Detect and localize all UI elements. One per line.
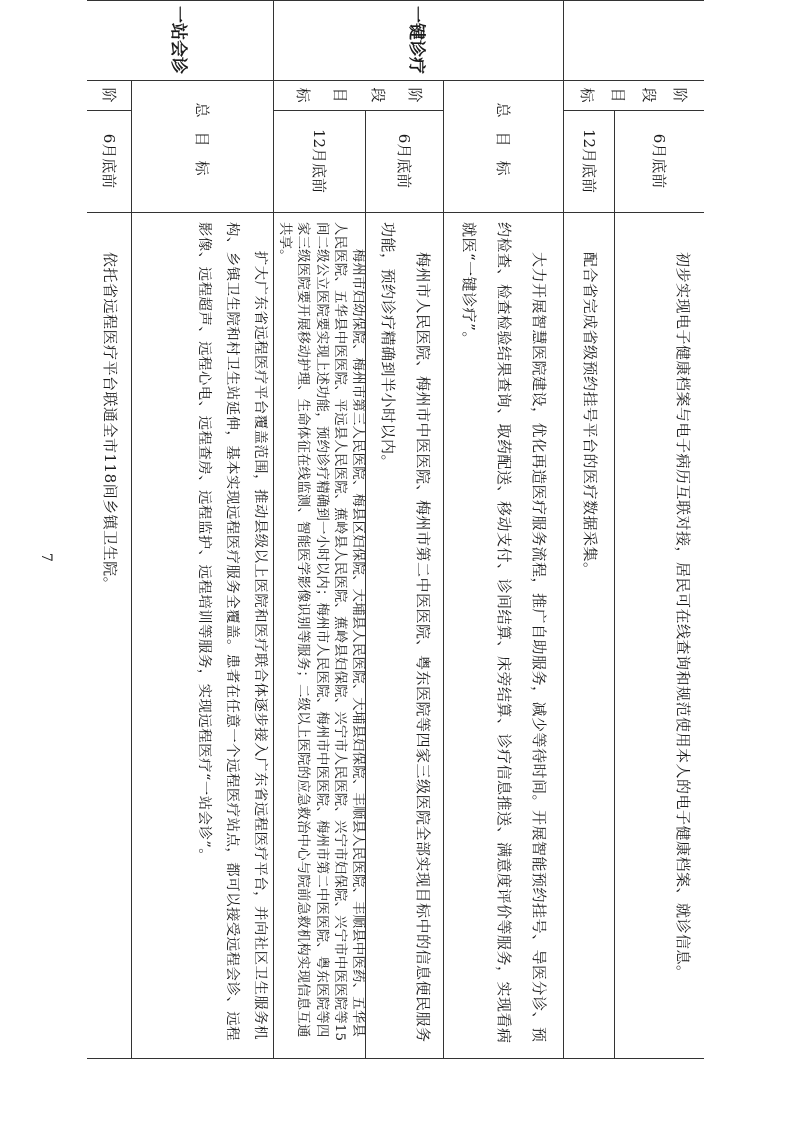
stage-label-two [87,80,132,110]
table-border [365,110,366,1058]
page-number: 7 [38,553,54,562]
table-border [443,80,444,1058]
table-border [87,0,704,1]
stage-text: 初步实现电子健康档案与电子病历互联对接，居民可在线查询和规范使用本人的电子健康档案、就诊信息。 [674,252,692,981]
stage-label-char: 目 [331,87,350,103]
stage-text-cell [366,212,444,1058]
stage-text-cell [615,212,704,1058]
stage-label-char: 段 [368,87,387,103]
stage-text: 依托省远程医疗平台联通全市118间乡镇卫生院。 [101,252,119,593]
goal-text: 大力开展智慧医院建设，优化再造医疗服务流程，推广自助服务，减少等待时间。开展智能预约挂号、导医分诊、预约检查、检查检验结果查询、取药配送、移动支付、诊间结算、床旁结算、诊疗信息推送、满意度评价等服务，实现看病就医“一键诊疗”。 [460,222,548,1044]
table-border [273,0,274,1058]
table-border [131,80,132,1058]
stage-text: 梅州市妇幼保院、梅州市第三人民医院、梅县区妇保院、大埔县人民医院、大埔县妇保院、丰顺县人民医院、丰顺县中医药、五华县人民医院、五华县中医医院、平远县人民医院、蕉岭县人民医院、蕉岭县妇保院、兴宁市人民医院、兴宁市妇保院、兴宁市中医医院等15间二级公立医院要实现上述功能，预约诊疗精确到一小时以内；梅州市人民医院、梅州市中医医院、梅州市第二中医医院、粤东医院等四家三级医院要开展移动护理、生命体征在线监测、智能医学影像识别等服务；二级以上医院的应急救治中心与院前急救机构实现信息互通共享。 [277,222,365,1042]
table-border [87,1058,704,1059]
stage-label-one [274,80,444,110]
stage-label-char: 阶 [671,87,690,103]
goal-text-cell [132,212,274,1058]
stage-text: 梅州市人民医院、梅州市中医医院、梅州市第二中医医院、粤东医院等四家三级医院全部实现目标中的信息便民服务功能，预约诊疗精确到半小时以内。 [379,222,432,1043]
goal-label: 总目标 [193,102,212,190]
table-border [614,110,615,1058]
stage-label-top [564,80,704,110]
deadline-cell: 6月底前 [395,133,414,189]
stage-label-char: 阶 [100,87,119,103]
table-border [87,212,704,213]
goal-text-cell [444,212,564,1058]
deadline-cell: 12月底前 [310,128,329,194]
deadline-cell: 6月底前 [100,133,118,189]
plan-table [87,6,704,1058]
stage-text: 配合省完成省级预约挂号平台的医疗数据采集。 [581,252,599,578]
table-border [87,80,704,81]
stage-text-cell [564,212,615,1058]
stage-label-char: 目 [609,87,628,103]
category-one-key-diagnosis: 一键诊疗 [406,6,427,74]
table-border [563,0,564,1058]
table-border [564,110,704,111]
category-one-stop-consultation: 一站会诊 [168,6,188,74]
table-border [274,110,444,111]
table-border [87,110,132,111]
stage-text-cell [274,212,366,1058]
stage-label-char: 段 [640,87,659,103]
stage-label-char: 标 [578,87,597,103]
goal-label: 总目标 [494,102,513,190]
stage-text-cell [87,212,132,1058]
goal-text: 扩大广东省远程医疗平台覆盖范围，推动县级以上医院和医疗联合体逐步接入广东省远程医疗平台，并向社区卫生服务机构、乡镇卫生院和村卫生站延伸，基本实现远程医疗服务全覆盖。患者在任意一个远程医疗站点，都可以接受远程会诊、远程影像、远程超声、远程心电、远程查房、远程监护、远程培训等服务，实现远程医疗“一站会诊”。 [196,222,268,1041]
stage-label-char: 阶 [406,87,425,103]
stage-label-char: 标 [293,87,312,103]
deadline-cell: 12月底前 [580,128,598,194]
deadline-cell: 6月底前 [650,133,668,189]
